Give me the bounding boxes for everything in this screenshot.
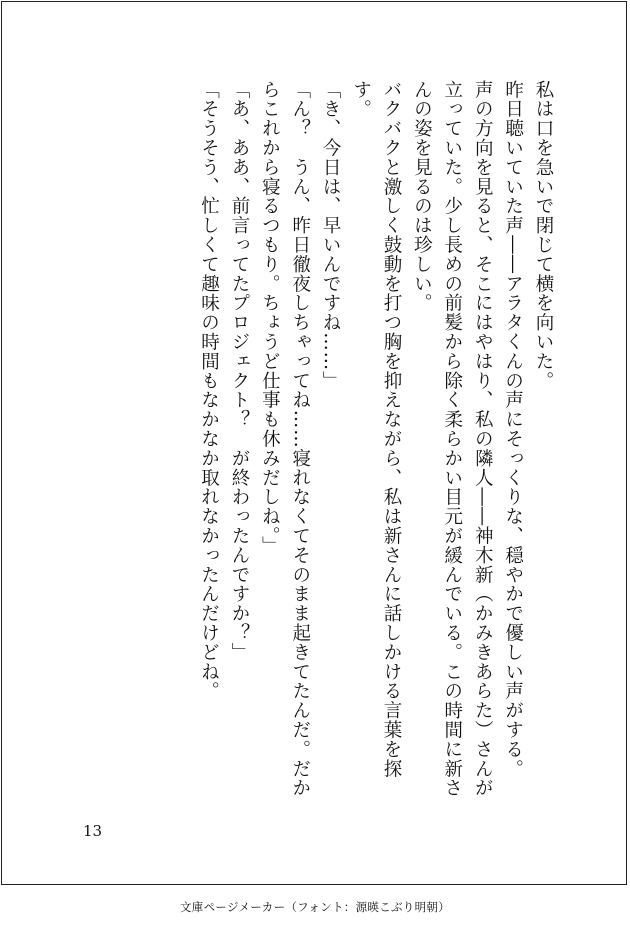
paragraph: 私は口を急いで閉じて横を向いた。 <box>533 80 554 391</box>
paragraph: バクバクと激しく鼓動を打つ胸を抑えながら、私は新さんに話しかける言葉を探す。 <box>350 80 402 779</box>
vertical-text-body <box>193 80 558 800</box>
paragraph: 声の方向を見ると、そこにはやはり、私の隣人――神木新（かみきあらた）さんが立っていた。少し長めの前髪から除く柔らかい目元が緩んでいる。この時間に新さんの姿を見るのは珍しい。 <box>411 80 494 798</box>
page-number: 13 <box>83 822 103 840</box>
dialogue-line: 「そうそう、忙しくて趣味の時間もなかなか取れなかったんだけどね。 <box>198 80 220 701</box>
dialogue-line: 「あ、ああ、前言ってたプロジェクト？ が終わったんですか？」 <box>228 80 250 662</box>
footer-credit: 文庫ページメーカー（フォント：源暎こぶり明朝） <box>179 900 451 914</box>
paragraph: 昨日聴いていた声――アラタくんの声にそっくりな、穏やかで優しい声がする。 <box>502 80 524 779</box>
dialogue-line: 「き、今日は、早いんですね……」 <box>320 80 342 391</box>
dialogue-line: 「ん？ うん、昨日徹夜しちゃってね……寝れなくてそのまま起きてたんだ。だからこれから寝るつもり。ちょうど仕事も休みだしね。」 <box>259 80 311 798</box>
